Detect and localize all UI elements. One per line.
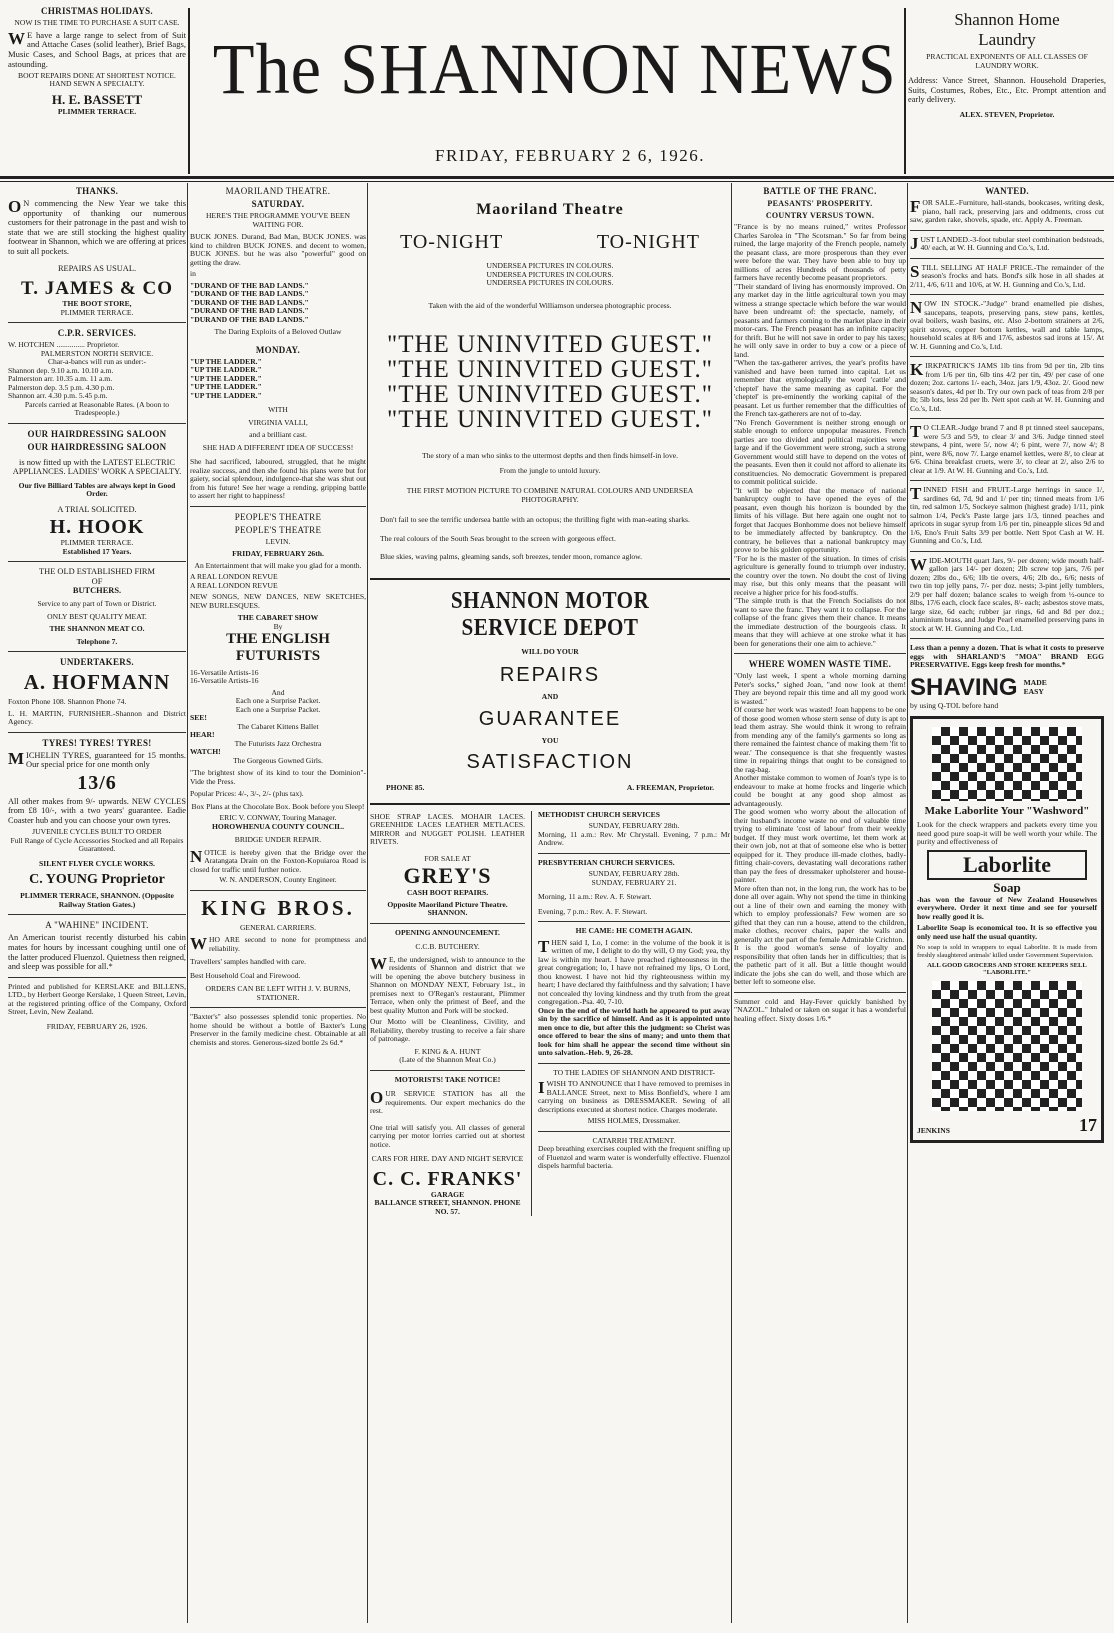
ad-line: A. FREEMAN, Proprietor. <box>626 783 714 792</box>
ad-line: WILL DO YOUR <box>521 646 579 656</box>
ad-line: GENERAL CARRIERS. <box>239 922 317 932</box>
rule <box>538 1131 730 1132</box>
ad-line: An Entertainment that will make you glad for a month. <box>194 560 362 570</box>
article-subheading: PEASANTS' PROSPERITY. <box>767 199 873 208</box>
ad-line: PALMERSTON NORTH SERVICE. <box>40 348 154 358</box>
ad-line: Each one a Surprise Packet. <box>235 696 321 705</box>
ad-line: Foxton Phone 108. Shannon Phone 74. <box>8 697 127 707</box>
ad-line: THE BOOT STORE, <box>62 299 132 309</box>
ad-line: SHOE STRAP LACES. MOHAIR LACES. GREENHIDE LACES LEATHER METLACES. MIRROR and NUGGET POLISH. LEATHER RIVETS. <box>370 811 525 846</box>
ad-line: SEE! <box>190 713 207 722</box>
ad-line: WHO ARE second to none for promptness and reliability. <box>190 934 366 953</box>
rule <box>0 181 1114 182</box>
column-rule <box>367 183 368 1623</box>
classifieds-heading: WANTED. <box>985 186 1029 196</box>
peoples-theatre-heading: PEOPLE'S THEATRE <box>234 524 322 535</box>
advertiser-name: KING BROS. <box>201 895 355 920</box>
rule <box>8 651 186 652</box>
ad-line: PHONE 85. <box>386 783 425 792</box>
ad-line: MISS HOLMES, Dressmaker. <box>587 1116 681 1125</box>
ear-body: WE have a large range to select from of Suit and Attache Cases (solid leather), Brief Bags, Music Cases, and School Bags, at prices that are astounding. <box>8 28 186 69</box>
article-text: More often than not, in the long run, the work has to be done all over again. Why not spend the time in thinking out a line of their own and earning the money with which to employ professionals? Few women are so gifted that they can run a house, attend to the children, make clothes, recover chairs, paper the walls and generally act the part of the female Admirable Crichton. <box>734 883 906 944</box>
ad-line: THE CABARET SHOW <box>237 613 319 622</box>
rule <box>910 418 1104 419</box>
timetable-row: Palmerston dep. 3.5 p.m. 4.30 p.m. <box>8 382 115 392</box>
rule <box>370 1070 525 1071</box>
ad-line: JUVENILE CYCLES BUILT TO ORDER <box>32 827 162 837</box>
ad-line: Don't fail to see the terrific undersea battle with an octopus; the thrilling fight with man-eating sharks. <box>380 515 690 524</box>
ad-line: She had sacrificed, laboured, struggled, that he might realize success, and then she found his plans were but for gaiety, social splendour, indulgence-that she was shut out from his future! See her wage a rending, gripping battle to assert her right to happiness! <box>190 457 366 500</box>
ad-line: ALL GOOD GROCERS AND STORE KEEPERS SELL "LABORLITE." <box>927 961 1087 977</box>
motor-depot-heading: SHANNON MOTOR SERVICE DEPOT <box>450 587 650 641</box>
ad-line: W. HOTCHEN ............... Proprietor. <box>8 340 120 350</box>
film-title: "DURAND OF THE BAD LANDS." <box>190 297 309 307</box>
ad-line: ERIC V. CONWAY, Touring Manager. <box>219 813 337 822</box>
classified-ad: STILL SELLING AT HALF PRICE.-The remainder of the season's frocks and hats. Bond's silk hose in all shades at 2/11, 4/6, 6/11 and 10/6, at W. H. Gunning and Co.'s, Ltd. <box>910 261 1104 289</box>
rule <box>910 480 1104 481</box>
ad-line: BUTCHERS. <box>72 586 122 596</box>
tonight-label: TO-NIGHT <box>596 231 700 253</box>
ad-line: LEVIN. <box>265 536 291 546</box>
ad-line: SUNDAY, FEBRUARY 28th. <box>588 869 680 878</box>
page-number: 17 <box>1079 1114 1097 1135</box>
wahine-heading: A "WAHINE" INCIDENT. <box>45 920 149 931</box>
ad-line: The Daring Exploits of a Beloved Outlaw <box>214 327 342 336</box>
imprint-date: FRIDAY, FEBRUARY 26, 1926. <box>46 1021 148 1031</box>
divider <box>904 8 906 174</box>
ad-line: NEW SONGS, NEW DANCES, NEW SKETCHES, NEW BURLESQUES. <box>190 592 366 610</box>
article-heading: BATTLE OF THE FRANC. <box>763 186 877 196</box>
col3-left <box>370 811 532 1217</box>
ear-line: BOOT REPAIRS DONE AT SHORTEST NOTICE. <box>18 70 176 80</box>
ad-line: Morning, 11 a.m.: Rev. Mr Chrystall. Evening, 7 p.m.: Mr Andrew. <box>538 829 730 847</box>
timetable-row: Shannon dep. 9.10 a.m. 10.10 a.m. <box>8 365 114 375</box>
film-title: "DURAND OF THE BAD LANDS." <box>190 289 309 298</box>
ad-line: ORDERS CAN BE LEFT WITH J. V. BURNS, STATIONER. <box>205 984 351 1002</box>
film-title: "THE UNINVITED GUEST." <box>387 356 713 383</box>
rule <box>734 653 906 654</box>
ad-line: Established 17 Years. <box>62 546 132 556</box>
act-name: THE ENGLISH FUTURISTS <box>226 631 330 665</box>
ad-line: OUR SERVICE STATION has all the requirements. Our expert mechanics do the rest. <box>370 1088 525 1115</box>
ad-line: Telephone 7. <box>76 636 118 646</box>
cpr-heading: C.P.R. SERVICES. <box>57 328 137 339</box>
advertiser-name: C. C. FRANKS' <box>372 1167 523 1190</box>
column-5 <box>910 183 1104 1143</box>
article-text: "Only last week, I spent a whole morning darning Peter's socks," sighed Joan, "and now look at them! They are beyond repair this time and all my good work is wasted." <box>734 671 906 706</box>
ad-heading: OPENING ANNOUNCEMENT. <box>395 927 500 937</box>
ad-line: 16-Versatile Artists-16 <box>190 667 259 677</box>
theatre-name: Maoriland Theatre <box>476 201 624 218</box>
ad-line: Deep breathing exercises coupled with the frequent sniffing up of Fluenzol and warm water is wonderfully effective. Fluenzol dispels harmful bacteria. <box>538 1144 730 1170</box>
day-heading: SATURDAY. <box>251 199 305 209</box>
column-4 <box>734 183 906 1023</box>
ad-line: F. KING & A. HUNT <box>414 1046 481 1056</box>
ad-line: Parcels carried at Reasonable Rates. (A boon to Tradespeople.) <box>24 399 170 418</box>
rule <box>0 176 1114 179</box>
ad-line: and a brilliant cast. <box>249 430 307 439</box>
ad-line: VIRGINIA VALLI, <box>248 417 308 427</box>
article-text: "For he is the master of the situation. In times of crisis agriculture is generally found to triumph over industry, the country over the town. No doubt the cost of living may rise, but this only means that the peasant will receive a higher price for his food-stuffs. <box>734 553 906 597</box>
ad-line: Full Range of Cycle Accessories Stocked and all Repairs Guaranteed. <box>10 835 184 854</box>
right-ear-advert <box>908 10 1106 170</box>
ad-line: HEAR! <box>190 730 215 739</box>
ad-line: A REAL LONDON REVUE <box>190 580 278 590</box>
ear-heading: CHRISTMAS HOLIDAYS. <box>41 6 153 16</box>
article-text: Of course her work was wasted! Joan happens to be one of those good women whose stern sense of duty is apt to lead them astray. She would think it wrong to refrain from mending any of the family's garments so long as there remained the faintest chance of making them 'fit to wear.' The consequence is that she frequently wastes time in repairing things that ought to be consigned to the rag-bag. <box>734 705 906 774</box>
rule <box>8 977 186 978</box>
ad-line: Soap <box>993 879 1021 895</box>
imprint: Printed and published for KERSLAKE and BILLENS, LTD., by Herbert George Kerslake, 1 Queen Street, Levin, at the registered printing office of the Company, Oxford Street, Levin, New Zealand. <box>8 981 186 1017</box>
rule <box>910 551 1104 552</box>
ad-line: GARAGE <box>430 1189 465 1199</box>
article-text: It is the good woman's sense of loyalty and responsibility that often lands her in difficulties; that is the pathetic part of it all. But a little thought would indicate the jobs she can do well, and those which are better left to someone else. <box>734 943 906 986</box>
article-heading: WHERE WOMEN WASTE TIME. <box>748 659 892 669</box>
rule <box>190 890 366 891</box>
article-subheading: COUNTRY VERSUS TOWN. <box>765 211 875 220</box>
ad-line: Best Household Coal and Firewood. <box>190 970 301 980</box>
ad-line: UNDERSEA PICTURES IN COLOURS. <box>486 278 614 287</box>
nazol-text: Summer cold and Hay-Fever quickly banished by "NAZOL." Inhaled or taken on sugar it has a wonderful healing effect. Sixty doses 1/6.* <box>734 996 906 1023</box>
ad-line: AND <box>541 692 559 701</box>
rule <box>910 294 1104 295</box>
film-title: "THE UNINVITED GUEST." <box>387 331 713 358</box>
peoples-theatre-heading: PEOPLE'S THEATRE <box>234 511 322 522</box>
rule <box>370 803 730 805</box>
issue-date: FRIDAY, FEBRUARY 2 6, 1926. <box>435 146 705 165</box>
laundry-heading: Shannon Home Laundry <box>954 10 1060 49</box>
repairs-line: REPAIRS AS USUAL. <box>57 264 137 274</box>
ad-line: WATCH! <box>190 747 221 756</box>
rule <box>910 638 1104 639</box>
rule <box>538 853 730 854</box>
column-rule <box>187 183 188 1623</box>
checker-pattern <box>932 981 1082 1111</box>
rule <box>910 356 1104 357</box>
ad-big-word: GUARANTEE <box>478 707 622 730</box>
advertiser-name: T. JAMES & CO <box>21 278 173 300</box>
laborlite-ad <box>910 716 1104 1143</box>
film-title: "UP THE LADDER." <box>190 356 262 366</box>
rule <box>538 1063 730 1064</box>
ad-line: Each one a Surprise Packet. <box>235 704 321 714</box>
notice-text: NOTICE is hereby given that the Bridge over the Aratangata Drain on the Foxton-Kopuiaroa Road is closed for traffic until further notice. <box>190 846 366 874</box>
ad-line: IWISH TO ANNOUNCE that I have removed to premises in BALLANCE Street, next to Miss Bonfield's, where I am carrying on business as DRESSMAKER. Sewing of all descriptions executed at shortest notice. Charges moderate. <box>538 1078 730 1114</box>
classified-ad: FOR SALE.-Furniture, hall-stands, bookcases, writing desk, piano, hall rack, preserving jars and oddments, cross cut saw, garden rake, shovels, spade, etc. Apply A. Freeman. <box>910 197 1104 224</box>
ad-line: SUNDAY, FEBRUARY 21. <box>591 877 677 887</box>
ad-heading: CATARRH TREATMENT. <box>592 1135 676 1145</box>
ad-big-word: SATISFACTION <box>466 751 634 773</box>
article-heading: HE CAME: HE COMETH AGAIN. <box>575 926 693 935</box>
ad-line: Blue skies, waving palms, gleaming sands, soft breezes, tender moon, romance aglow. <box>380 552 643 561</box>
film-title: "THE UNINVITED GUEST." <box>387 381 713 408</box>
article-text: "When the tax-gatherer arrives, the year's profits have vanished and have been turned into capital. Let us remember that etymologically the word 'cattle' and 'cheptel' have the same meaning as capital. For the 'cheptel' is pre-eminently the working capital of the peasant. Let us further remember that the difficulties of the French tax-gatherers are not of to-day. <box>734 358 906 418</box>
ad-line: UNDERSEA PICTURES IN COLOURS. <box>486 269 614 279</box>
column-rule <box>907 183 908 1623</box>
rule <box>8 732 186 733</box>
column-rule <box>731 183 732 1623</box>
ad-line: C.C.B. BUTCHERY. <box>415 942 480 951</box>
rule <box>370 578 730 580</box>
ad-line: Our Motto will be Cleanliness, Civility, and Reliability, thereby trusting to receive a fair share of patronage. <box>370 1017 525 1043</box>
col3-right <box>532 811 730 1217</box>
column-1 <box>8 183 186 1031</box>
film-title: "THE UNINVITED GUEST." <box>387 406 713 433</box>
rule <box>910 258 1104 259</box>
ad-line: L. H. MARTIN, FURNISHER.-Shannon and District Agency. <box>8 708 186 727</box>
artist-credit: JENKINS <box>917 1126 950 1136</box>
ad-line: The real colours of the South Seas brought to the screen with gorgeous effect. <box>380 533 616 543</box>
rule <box>910 230 1104 231</box>
ad-line: By <box>273 621 283 631</box>
column-3 <box>370 183 730 1216</box>
rule <box>8 914 186 915</box>
shaving-word: SHAVING <box>910 673 1018 701</box>
advertiser-name: C. YOUNG Proprietor <box>29 872 165 888</box>
ad-line: Popular Prices: 4/-, 3/-, 2/- (plus tax). <box>190 789 304 798</box>
ad-line: in <box>190 269 196 278</box>
ad-line: Opposite Maoriland Picture Theatre. SHANNON. <box>387 899 508 917</box>
article-text: Another mistake common to women of Joan's type is to endeavour to make at home frocks and lingerie which could be bought at any good shop almost as advantageously. <box>734 773 906 808</box>
ad-line: Box Plans at the Chocolate Box. Book before you Sleep! <box>191 801 365 811</box>
film-title: "UP THE LADDER." <box>190 382 262 391</box>
thanks-heading: THANKS. <box>75 186 119 196</box>
ad-line: SILENT FLYER CYCLE WORKS. <box>39 858 155 868</box>
ear-line: HAND SEWN A SPECIALTY. <box>49 79 145 89</box>
ad-line: Char-a-bancs will run as under:- <box>47 357 147 367</box>
undertakers-heading: UNDERTAKERS. <box>60 657 134 668</box>
classified-ad: NOW IN STOCK.-"Judge" brand enamelled pie dishes, saucepans, teapots, preserving pans, stew pans, kettles, oval boilers, wash basins, etc. Also 2-bottom strainers at 2/6, spirit stoves, copper bottom kettles, wall and table lamps, household scales at 8/6 and 17/6, asbestos sad irons at 15/. At W. H. Gunning and Co.'s, Ltd. <box>910 298 1104 351</box>
ad-line: MADE <box>1023 678 1047 687</box>
article-text: "The simple truth is that the French Socialists do not want to save the franc. They want it to collapse. For the collapse of the franc gives them their chance. It means the immediate destruction of the bourgeois class. It means that they will achieve at one stroke what it has been for generations their one aim to achieve." <box>734 596 906 648</box>
ad-line: WITH <box>268 405 288 414</box>
ad-heading: TO THE LADIES OF SHANNON AND DISTRICT- <box>553 1067 715 1077</box>
ear-body: Address: Vance Street, Shannon. Household Draperies, Suits, Costumes, Robes, Etc., Etc. Prompt attention and early delivery. <box>908 76 1106 105</box>
shaving-ad <box>910 674 1104 702</box>
classified-ad: KIRKPATRICK'S JAMS 1lb tins from 9d per tin, 2lb tins from 1/6 per tin, 6lb tins 4/2 per tin, 49/ per case of one dozen; 2oz. cartons 1/- each, 34oz. jars 1/9, 43oz. 2/. Good new season's dates, 4d per lb. Try our own pack of teas from 2/8 per lb; 5lb lots, less 2d per lb. Nett spot cash at W. H. Gunning and Co.'s, Ltd. <box>910 360 1104 413</box>
hairdressing-heading: OUR HAIRDRESSING SALOON <box>27 428 167 439</box>
rule <box>190 1007 366 1008</box>
article-text: "It will be objected that the menace of national bankruptcy ought to have opened the eyes of the peasant, even though his horizon is bounded by the limits of his village. But here again one ought not to forget that Jacques Bonhomme does not believe himself to be immediately affected by bankruptcy. On the contrary, he believes that a national bankruptcy may prove to be his golden opportunity. <box>734 485 906 554</box>
ad-line: Morning, 11 a.m.: Rev. A. F. Stewart. <box>538 892 652 901</box>
maoriland-heading: MAORILAND THEATRE. <box>225 186 331 196</box>
article-text: "France is by no means ruined," writes Professor Charles Sarolea in "The Scotsman." So far from being ruined, the large majority of the French people, namely the peasant class, are more prosperous than they ever were before the war. They have been able to buy up millions of acres Hundreds of thousands of petty farmers have recently become peasant proprietors. <box>734 222 906 282</box>
classified-ad: JUST LANDED.-3-foot tubular steel combination bedsteads, 40/ each, at W. H. Gunning and Co.'s, Ltd. <box>910 233 1104 253</box>
classified-ad: TINNED FISH and FRUIT.-Large herrings in sauce 1/, sardines 6d, 7d, 9d and 1/ per tin; tinned meats from 1/6 tin, red salmon 1/5, Sockeye salmon (highest grade) 1/11, pink salmon 1/4, Peck's Paste large jars 1/3, tinned peaches and apricots in sugar syrup from 1/6 per tin, pineapple slices 9d and 1/6, Eno's Fruit Salts 3/9 per bottle. Nett Spot Cash at W. H. Gunning and Co.'s, Ltd. <box>910 484 1104 545</box>
article-text: Once in the end of the world hath he appeared to put away sin by the sacrifice of himself. And as it is appointed unto men once to die, but after this the judgment: so Christ was once offered to bear the sins of many; and unto them that look for him shall he appear the second time without sin unto salvation.-Heb. 9, 26-28. <box>538 1005 730 1057</box>
ad-line: A TRIAL SOLICITED. <box>57 504 137 514</box>
ear-address: PLIMMER TERRACE. <box>57 106 137 116</box>
film-title: "UP THE LADDER." <box>190 365 262 374</box>
classified-ad: WIDE-MOUTH quart Jars, 9/- per dozen; wide mouth half-gallon jars 14/- per dozen; 2lb screw top jars, 7/6 per dozen; 2lbs do., 6/6; 1lb tie overs, 4/6; 2lb do., 6/6; nests of two tin top jelly pans, 7/- per doz. nests; 3-pint jelly tumblers, 2/9 per half dozen; balance scales to weigh from ½-ounce to 8lbs, 17/6 each, clock face scales, 8/- each; asbestos stove mats, large size, 6d each; rubber jar rings, 6d and 8d per doz.; aluminium brass, and Judge Pearl enamelled preserving pans in stock at W. H. Gunning and Co., Ltd. <box>910 554 1104 633</box>
baxter-text: "Baxter's" also possesses splendid tonic properties. No home should be without a bottle of Baxter's Lung Preserver in the family medicine chest. Obtainable at all chemists and stores. Generous-sized bottle 2s 6d.* <box>190 1012 366 1047</box>
ad-line: Travellers' samples handled with care. <box>190 957 307 966</box>
classified-ad: Less than a penny a dozen. That is what it costs to preserve eggs with SHARLAND'S "MOA" BRAND EGG PRESERVATIVE. Eggs keep fresh for months.* <box>910 643 1104 669</box>
ad-line: UNDERSEA PICTURES IN COLOURS. <box>486 261 614 270</box>
rule <box>8 561 186 562</box>
rule <box>190 506 366 507</box>
council-heading: HOROWHENUA COUNTY COUNCIL. <box>212 821 344 831</box>
ad-line: A REAL LONDON REVUE <box>190 572 278 581</box>
article-text: "Their standard of living has enormously improved. On any market day in the little agricultural town you may witness a strange spectacle which before the war would have been undreamt of: the spectacle, namely, of peasants and farmers coming to the market place in their motor-cars. The French peasant has an infinite capacity for thrift. But he will not save in order to pay his taxes; he will only save in order to buy a cow or a piece of land. <box>734 281 906 359</box>
left-ear-advert <box>8 6 186 172</box>
article-text: "No French Government is neither strong enough or stable enough to enforce unpopular measures. French parties are too divided and political majorities were large and if the Government were strong, such a strong Government would still have to depend on the votes of the peasants. Even then it could not afford to alienate its constituencies. No democratic Government is prepared to commit political suicide. <box>734 417 906 486</box>
church-heading: METHODIST CHURCH SERVICES <box>538 809 660 819</box>
ad-line: 16-Versatile Artists-16 <box>190 676 259 685</box>
ad-line: FRIDAY, FEBRUARY 26th. <box>232 549 324 558</box>
ear-name: H. E. BASSETT <box>51 91 143 107</box>
ad-line: From the jungle to untold luxury. <box>499 465 601 475</box>
ad-line: BRIDGE UNDER REPAIR. <box>234 835 322 844</box>
column-2 <box>190 183 366 1047</box>
tonight-label: TO-NIGHT <box>400 231 504 253</box>
ad-heading: MOTORISTS! TAKE NOTICE! <box>394 1074 501 1084</box>
ad-line: BALLANCE STREET, SHANNON. PHONE NO. 57. <box>374 1198 521 1216</box>
ad-line: The Gorgeous Gowned Girls. <box>233 755 323 765</box>
rule <box>538 921 730 922</box>
ad-line: by using Q-TOL before hand <box>910 700 999 710</box>
ad-line: Look for the check wrappers and packets every time you need good pure soap-it will be well worth your while. The purity and effectiveness of <box>917 820 1097 847</box>
ad-line: And <box>271 687 285 697</box>
film-title: "UP THE LADDER." <box>190 373 262 383</box>
ad-line: is now fitted up with the LATEST ELECTRIC APPLIANCES. LADIES' WORK A SPECIALTY. <box>12 457 182 477</box>
newspaper-title: The SHANNON NEWS <box>212 29 897 109</box>
ad-line: W. N. ANDERSON, County Engineer. <box>219 875 337 884</box>
ad-line: THE FIRST MOTION PICTURE TO COMBINE NATURAL COLOURS AND UNDERSEA PHOTOGRAPHY. <box>406 486 694 504</box>
ad-line: "The brightest show of its kind to tour the Dominion"-Vide the Press. <box>190 768 366 786</box>
classified-ad: TO CLEAR.-Judge brand 7 and 8 pt tinned steel saucepans, were 5/3 and 5/9, to clear 3/ and 3/6. Judge tinned steel stewpans, 4 pint, were 5/, now 4/; 6 pint, were 7/, now 4/; 8 pint, were 8/6, now 7/. Large enamel kettles, were 8/, to clear at 6/6. China breakfast cruets, were 3/, to clear at 2/, also 2/6 to clear at 1/9. At W. H. Gunning and Co.'s, Ltd. <box>910 422 1104 475</box>
ad-line: EASY <box>1023 686 1044 696</box>
ad-line: ONLY BEST QUALITY MEAT. <box>47 611 147 621</box>
ad-line: CARS FOR HIRE. DAY AND NIGHT SERVICE <box>371 1154 524 1163</box>
ad-line: The Cabaret Kittens Ballet <box>237 721 319 731</box>
film-title: "DURAND OF THE BAD LANDS." <box>190 306 309 315</box>
wahine-text: An American tourist recently disturbed his cabin mates for hours by incessant coughing until one of the latter produced Fluenzol. Quietness then reigned, and sleep was possible for all.* <box>8 933 186 972</box>
ad-line: PLIMMER TERRACE, SHANNON. (Opposite Railway Station Gates.) <box>20 891 174 909</box>
ad-line: SUNDAY, FEBRUARY 28th. <box>588 821 680 830</box>
price: 13/6 <box>77 771 117 794</box>
ad-line: THE SHANNON MEAT CO. <box>49 624 145 634</box>
ad-line: One trial will satisfy you. All classes of general carrying per motor lorries carried out at shortest notice. <box>370 1122 525 1149</box>
advertiser-name: A. HOFMANN <box>23 670 171 695</box>
ad-big-word: REPAIRS <box>499 664 601 686</box>
ad-heading: Make Laborlite Your "Washword" <box>924 805 1090 817</box>
ad-line: Evening, 7 p.m.: Rev. A. F. Stewart. <box>538 906 648 916</box>
film-title: "UP THE LADDER." <box>190 390 262 400</box>
checker-pattern <box>932 727 1082 801</box>
ad-line: THE OLD ESTABLISHED FIRM <box>39 567 155 577</box>
ad-line: CASH BOOT REPAIRS. <box>406 888 489 897</box>
thanks-text: ON commencing the New Year we take this opportunity of thanking our numerous customers for their patronage in the past and wish to state that we are still stocking the highest quality footwear in Shannon, which we are offering at prices to suit all pockets. <box>8 197 186 256</box>
ad-line: PLIMMER TERRACE. <box>60 307 134 317</box>
rule <box>370 923 525 924</box>
article-text: THEN said I, Lo, I come: in the volume of the book it is written of me, I delight to do thy will, O my God; yea, thy law is within my heart. I have preached righteousness in the great congregation; lo, I have not refrained my lips, O Lord, thou knowest. I have not hid thy righteousness within my heart; I have declared thy faithfulness and thy salvation; I have not concealed thy loving kindness and thy truth from the great congregation.-Psa. 40, 7-10. <box>538 936 730 1006</box>
rule <box>8 423 186 424</box>
ad-line: OF <box>91 576 103 586</box>
advertiser-name: GREY'S <box>403 863 492 888</box>
ad-line: Laborlite Soap is economical too. It is so effective you only need use half the usual quantity. <box>917 923 1097 941</box>
ear-name: ALEX. STEVEN, Proprietor. <box>959 109 1055 119</box>
ad-line: -has won the favour of New Zealand Housewives everywhere. Order it next time and see for yourself how really good it is. <box>917 894 1097 921</box>
ad-line: (Late of the Shannon Meat Co.) <box>399 1055 496 1064</box>
ad-line: BUCK JONES. Durand, Bad Man, BUCK JONES. was kind to children BUCK JONES. and decent to women, BUCK JONES. but he was also "powerful" good on getting the draw. <box>190 232 366 267</box>
film-title: "DURAND OF THE BAD LANDS." <box>190 280 309 290</box>
masthead <box>0 0 1114 183</box>
timetable-row: Shannon arr. 4.30 p.m. 5.45 p.m. <box>8 391 108 401</box>
timetable-row: Palmerston arr. 10.35 a.m. 11 a.m. <box>8 374 113 384</box>
ad-line: Service to any part of Town or District. <box>37 599 157 609</box>
ad-line: MICHELIN TYRES, guaranteed for 15 months. Our special price for one month only <box>8 748 186 770</box>
rule <box>8 322 186 323</box>
article-text: The good women who worry about the allocation of their husband's income waste no end of valuable time trying to eliminate 'cost of labour' from their weekly budget. If they must work overtime, let them work at their own job, not at that of someone else who is better equipped for it. They produce ill-made clothes, badly-fitting chair-covers, devastating wall decorations rather than pay the fees of dressmaker upholsterer and house-painter. <box>734 807 906 884</box>
film-title: "DURAND OF THE BAD LANDS." <box>190 314 309 324</box>
ad-line: The Futurists Jazz Orchestra <box>234 738 322 748</box>
church-heading: PRESBYTERIAN CHURCH SERVICES. <box>538 857 675 867</box>
ear-line: NOW IS THE TIME TO PURCHASE A SUIT CASE. <box>14 18 180 27</box>
advertiser-name: H. HOOK <box>49 516 145 539</box>
ad-line: SHE HAD A DIFFERENT IDEA OF SUCCESS! <box>202 442 354 452</box>
ear-line: PRACTICAL EXPONENTS OF ALL CLASSES OF LAUNDRY WORK. <box>926 52 1088 70</box>
ad-line: Taken with the aid of the wonderful Williamson undersea photographic process. <box>428 300 672 310</box>
ad-line: HERE'S THE PROGRAMME YOU'VE BEEN WAITING FOR. <box>205 211 351 229</box>
ad-line: FOR SALE AT <box>424 853 471 863</box>
ad-line: The story of a man who sinks to the uttermost depths and then finds himself-in love. <box>421 451 679 460</box>
day-heading: MONDAY. <box>255 344 301 355</box>
brand-name: Laborlite <box>927 850 1087 880</box>
ad-line: No soap is sold in wrappers to equal Laborlite. It is made from freshly slaughtered animals' killed under Government Supervision. <box>917 944 1097 959</box>
ad-line: WE, the undersigned, wish to announce to the residents of Shannon and district that we will be opening the above butchery business in Shannon on MONDAY NEXT, February 1st., in premises next to O'Regan's restaurant, Plimmer Terrace, when only the primest of Beef, and the best quality Mutton and Pork will be stocked. <box>370 953 525 1015</box>
ad-line: Our five Billiard Tables are always kept in Good Order. <box>18 480 176 499</box>
ad-line: YOU <box>541 735 559 745</box>
ad-line: PLIMMER TERRACE. <box>60 538 134 548</box>
divider <box>188 8 190 174</box>
rule <box>734 992 906 993</box>
tyres-heading: TYRES! TYRES! TYRES! <box>42 737 152 748</box>
ad-line: All other makes from 9/- upwards. NEW CYCLES from £8 10/-, with a two years' guarantee. Eadie Coaster hub and you can choose your own tyres. <box>8 796 186 825</box>
hairdressing-heading: OUR HAIRDRESSING SALOON <box>27 441 167 452</box>
